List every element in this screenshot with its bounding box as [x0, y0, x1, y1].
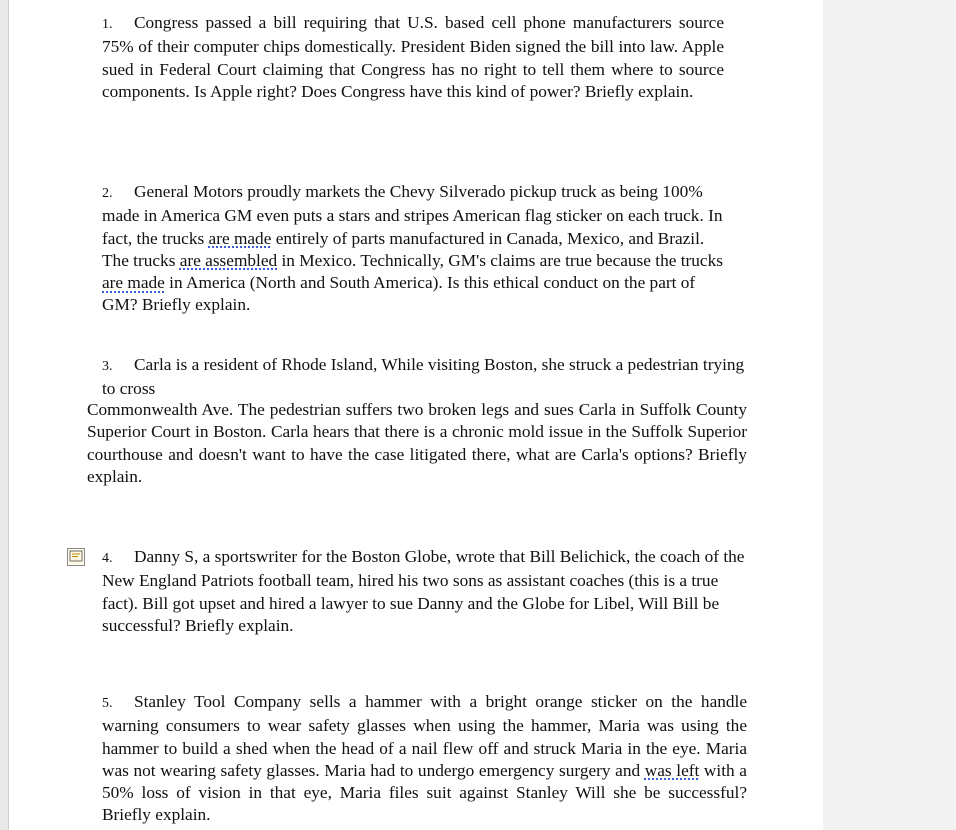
grammar-flag[interactable]: are made [102, 273, 165, 293]
comment-icon[interactable] [67, 548, 85, 566]
question-text: Commonwealth Ave. The pedestrian suffers two broken legs and sues Carla in Suffolk County Superior Court in Boston. Carla hears that there is a chronic mold issue in the Suffolk Superior courthouse and doesn't want to have the case litigated there, what are Carla's options? Briefly explain. [87, 400, 747, 486]
question-text: in Mexico. Technically, GM's claims are true because the trucks [277, 250, 723, 270]
question-text: in America (North and South America). Is this ethical conduct on the part of GM? Briefly explain. [102, 273, 696, 315]
question-4 [102, 546, 748, 637]
grammar-flag[interactable]: was left [644, 760, 700, 780]
question-text: entirely of parts manufactured in Canada, Mexico, and Brazil. The trucks [102, 228, 705, 270]
question-5 [102, 691, 747, 827]
question-number: 1. [102, 17, 113, 32]
question-number: 3. [102, 359, 113, 374]
grammar-flag[interactable]: are assembled [179, 250, 278, 270]
question-text: Carla is a resident of Rhode Island, While visiting Boston, she struck a pedestrian trying to cross [102, 355, 745, 399]
question-number: 5. [102, 696, 113, 711]
question-text: with a 50% loss of vision in that eye, Maria files suit against Stanley Will she be successful? Briefly explain. [102, 760, 747, 825]
question-text: Danny S, a sportswriter for the Boston Globe, wrote that Bill Belichick, the coach of the New England Patriots football team, hired his two sons as assistant coaches (this is a true fact). Bill got upset and hired a lawyer to sue Danny and the Globe for Libel, Will Bill be successful? Briefly explain. [102, 547, 745, 635]
question-text: Stanley Tool Company sells a hammer with a bright orange sticker on the handle warning consumers to wear safety glasses when using the hammer, Maria was using the hammer to build a shed when the head of a nail flew off and struck Maria in the eye. Maria was not wearing safety glasses. Maria had to undergo emergency surgery and [102, 692, 747, 780]
question-3-continued [87, 399, 747, 488]
question-number: 2. [102, 186, 113, 201]
question-3 [102, 354, 752, 401]
question-2 [102, 181, 727, 317]
question-1 [102, 12, 724, 103]
question-text: Congress passed a bill requiring that U.S. based cell phone manufacturers source 75% of their computer chips domestically. President Biden signed the bill into law. Apple sued in Federal Court claiming that Congress has no right to tell them where to source components. Is Apple right? Does Congress have this kind of power? Briefly explain. [102, 13, 724, 101]
right-gutter [823, 0, 956, 830]
question-text: General Motors proudly markets the Chevy Silverado pickup truck as being 100% made in America GM even puts a stars and stripes American flag sticker on each truck. In fact, the trucks [102, 182, 723, 248]
grammar-flag[interactable]: are made [208, 228, 272, 248]
question-number: 4. [102, 551, 113, 566]
